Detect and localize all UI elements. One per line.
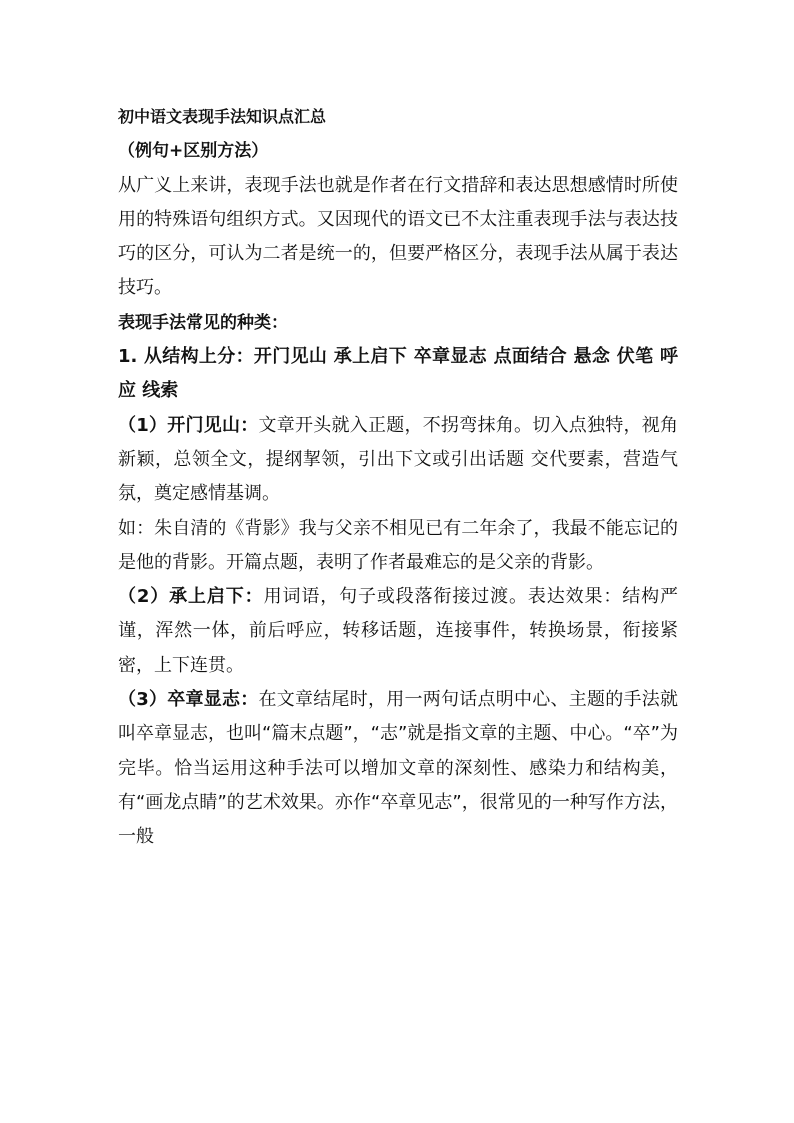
- structure-heading: 1. 从结构上分：开门见山 承上启下 卒章显志 点面结合 悬念 伏笔 呼应 线索: [118, 346, 678, 402]
- document-title: 初中语文表现手法知识点汇总: [118, 107, 327, 126]
- item-text: 文章开头就入正题，不拐弯抹角。切入点独特，视角新颖，总领全文，提纲挈领，引出下文或引出话题 交代要素，营造气氛，奠定感情基调。: [118, 414, 678, 505]
- item-example: [118, 512, 678, 581]
- document-subtitle: （例句+区别方法）: [118, 141, 269, 162]
- item-label: （3）卒章显志：: [118, 689, 259, 711]
- item-open-directly: [118, 409, 678, 512]
- item-label: （2）承上启下：: [118, 586, 264, 608]
- item-transition: [118, 580, 678, 683]
- item-ending-theme: [118, 683, 678, 854]
- item-text: 如：朱自清的《背影》我与父亲不相见已有二年余了，我最不能忘记的是他的背影。开篇点题，表明了作者最难忘的是父亲的背影。: [118, 517, 678, 573]
- item-text: 在文章结尾时，用一两句话点明中心、主题的手法就叫卒章显志，也叫“篇末点题”，“志”就是指文章的主题、中心。“卒”为完毕。恰当运用这种手法可以增加文章的深刻性、感染力和结构美，有“画龙点睛”的艺术效果。亦作“卒章见志”，很常见的一种写作方法，一般: [118, 689, 678, 848]
- types-heading: 表现手法常见的种类：: [118, 312, 288, 333]
- item-label: （1）开门见山：: [118, 414, 259, 436]
- intro-paragraph: 从广义上来讲，表现手法也就是作者在行文措辞和表达思想感情时所使用的特殊语句组织方式。又因现代的语文已不太注重表现手法与表达技巧的区分，可认为二者是统一的，但要严格区分，表现手法从属于表达技巧。: [118, 174, 678, 299]
- item-text: 用词语，句子或段落衔接过渡。表达效果：结构严谨，浑然一体，前后呼应，转移话题，连接事件，转换场景，衔接紧密，上下连贯。: [118, 586, 679, 676]
- document-page: [118, 100, 678, 855]
